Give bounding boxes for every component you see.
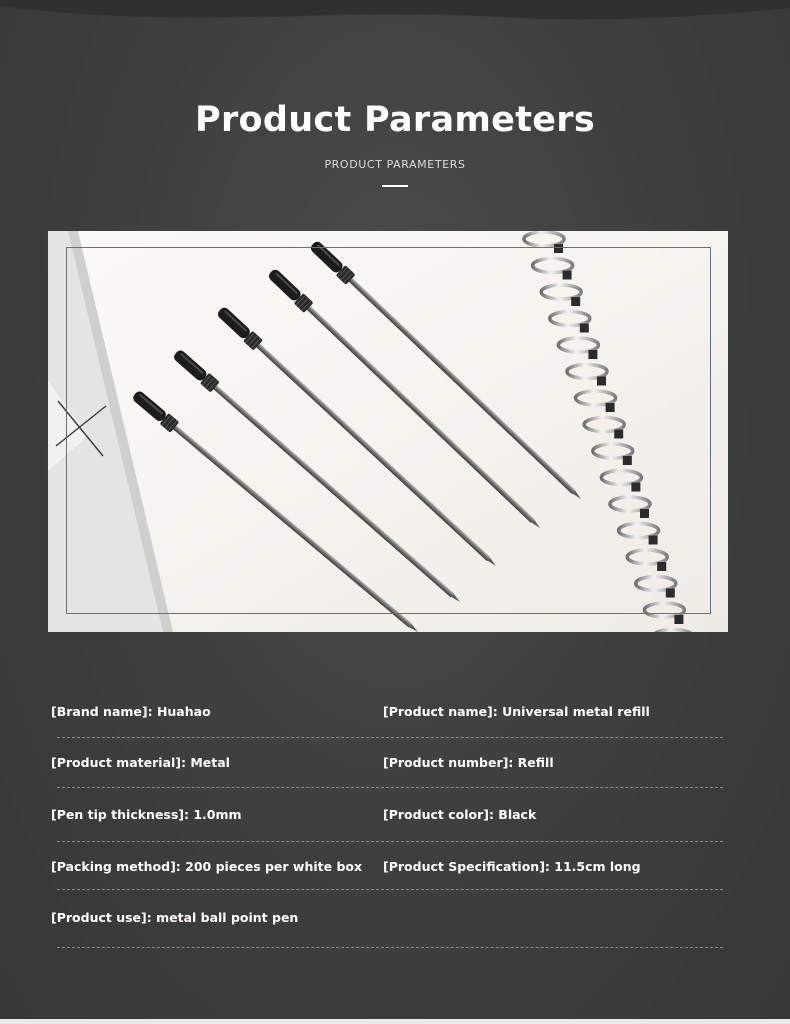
param-product-name: [Product name]: Universal metal refill bbox=[383, 704, 650, 719]
refills-illustration bbox=[48, 231, 728, 632]
binding-hole bbox=[666, 589, 675, 598]
param-product-specification: [Product Specification]: 11.5cm long bbox=[383, 859, 641, 874]
binding-hole bbox=[657, 562, 666, 571]
binding-hole bbox=[674, 615, 683, 624]
binding-hole bbox=[580, 324, 589, 333]
binding-hole bbox=[606, 403, 615, 412]
product-photo bbox=[48, 231, 728, 632]
binding-hole bbox=[563, 271, 572, 280]
param-product-material: [Product material]: Metal bbox=[51, 755, 230, 770]
binding-hole bbox=[554, 244, 563, 253]
binding-hole bbox=[588, 350, 597, 359]
binding-hole bbox=[623, 456, 632, 465]
param-product-number: [Product number]: Refill bbox=[383, 755, 554, 770]
top-wave-decoration bbox=[0, 0, 790, 30]
binding-hole bbox=[640, 509, 649, 518]
page-subtitle: PRODUCT PARAMETERS bbox=[324, 158, 466, 171]
param-pen-tip-thickness: [Pen tip thickness]: 1.0mm bbox=[51, 807, 242, 822]
param-packing-method: [Packing method]: 200 pieces per white box bbox=[51, 859, 363, 874]
binding-hole bbox=[597, 377, 606, 386]
binding-hole bbox=[649, 536, 658, 545]
row-divider bbox=[57, 737, 723, 738]
binding-hole bbox=[631, 483, 640, 492]
binding-hole bbox=[571, 297, 580, 306]
row-divider bbox=[57, 889, 723, 890]
row-divider bbox=[57, 841, 723, 842]
param-brand-name: [Brand name]: Huahao bbox=[51, 704, 211, 719]
param-product-use: [Product use]: metal ball point pen bbox=[51, 910, 299, 925]
row-divider bbox=[57, 947, 723, 948]
bottom-strip bbox=[0, 1019, 790, 1024]
page-title: Product Parameters bbox=[195, 100, 595, 140]
title-underline bbox=[382, 185, 408, 187]
row-divider bbox=[57, 787, 723, 788]
binding-hole bbox=[614, 430, 623, 439]
param-product-color: [Product color]: Black bbox=[383, 807, 537, 822]
